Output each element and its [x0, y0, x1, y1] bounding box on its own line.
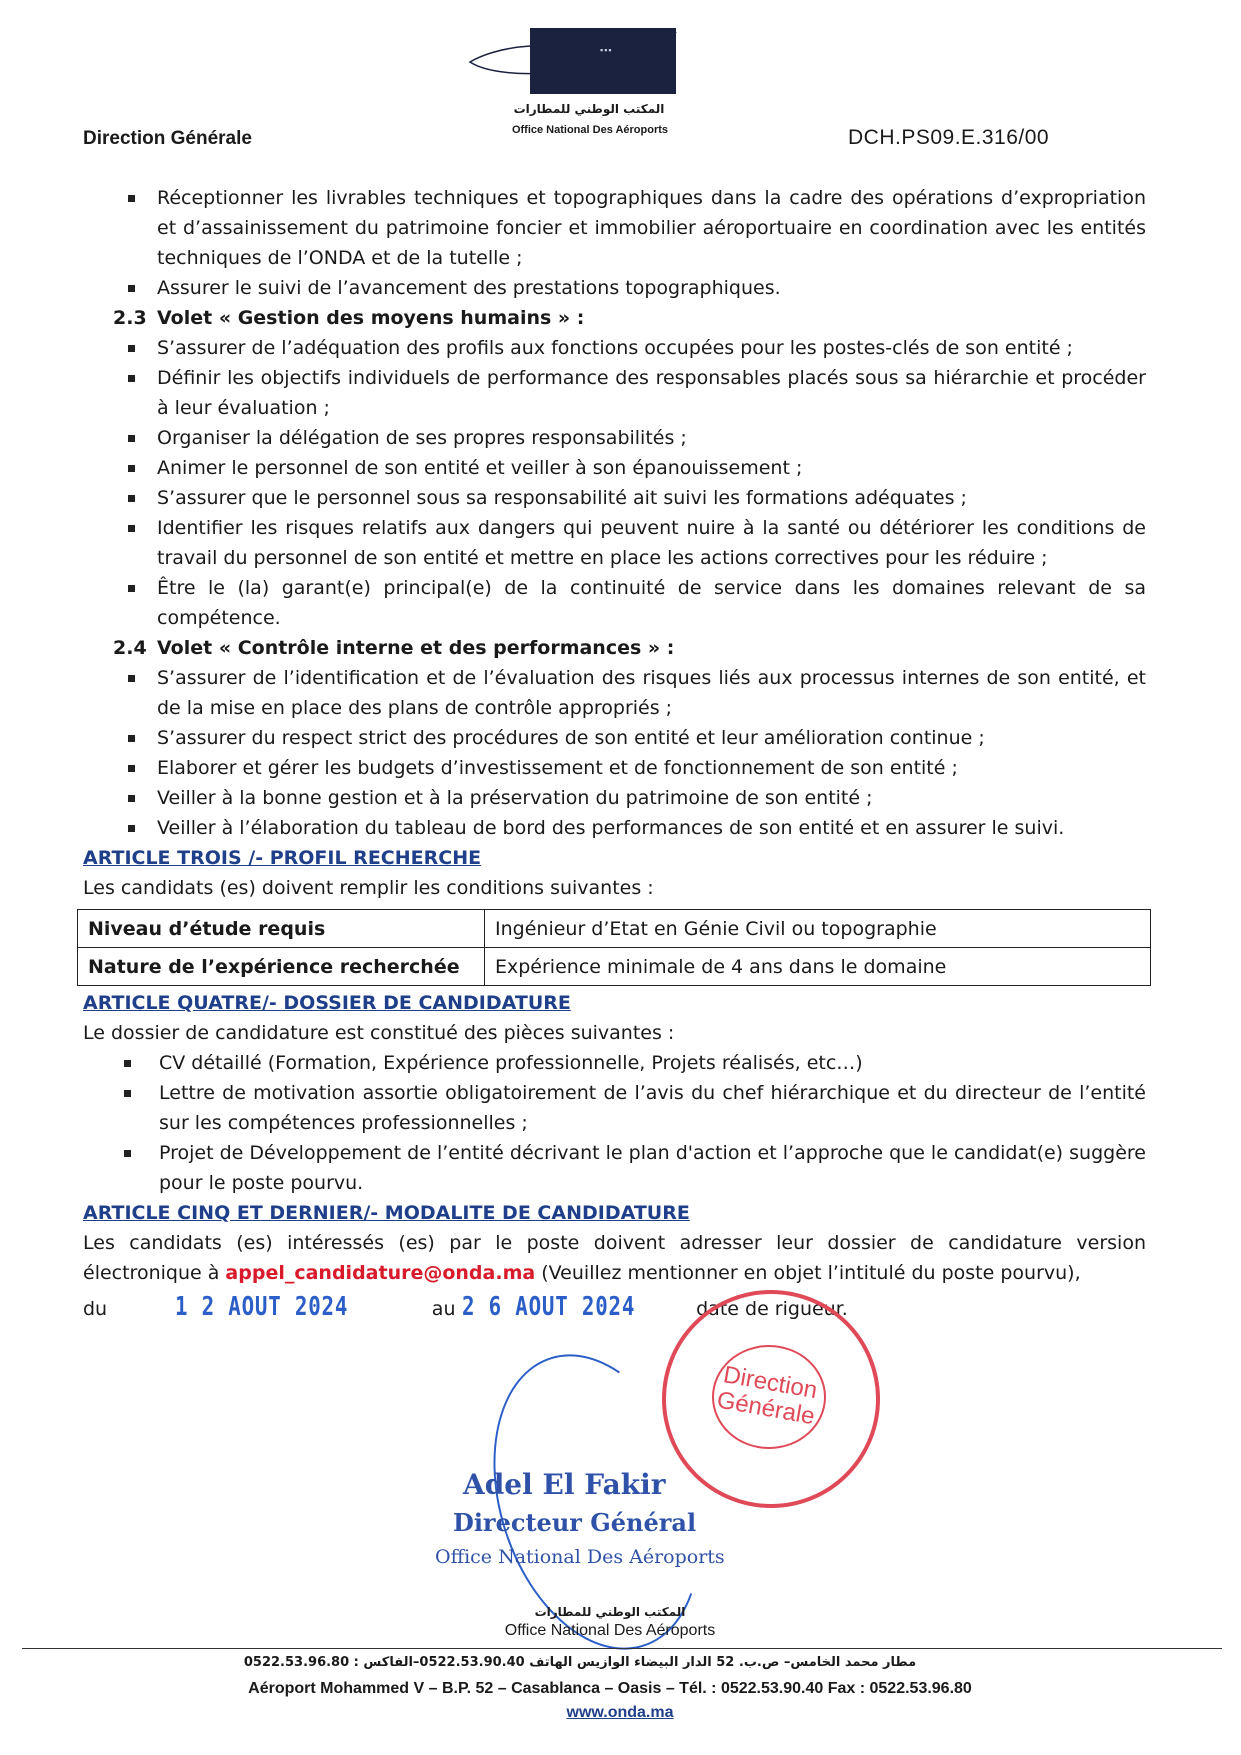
bullet-square-icon — [128, 585, 135, 592]
date-stamp-start: 1 2 AOUT 2024 — [175, 1292, 349, 1322]
article-four-title: ARTICLE QUATRE/- DOSSIER DE CANDIDATURE — [83, 992, 571, 1014]
logo-windows: ▪▪▪ — [600, 45, 613, 55]
list-item: Animer le personnel de son entité et veiller à son épanouissement ; — [83, 453, 1146, 483]
requirements-table — [77, 909, 1151, 986]
list-item: Assurer le suivi de l’avancement des prestations topographiques. — [83, 273, 1146, 303]
article-three-intro: Les candidats (es) doivent remplir les conditions suivantes : — [83, 877, 654, 899]
list-item: Organiser la délégation de ses propres responsabilités ; — [83, 423, 1146, 453]
list-item: Réceptionner les livrables techniques et topographiques dans la cadre des opérations d’expropriation et d’assainissement du patrimoine foncier et immobilier aéroportuaire en coordination avec les entités techniques de l’ONDA et de la tutelle ; — [83, 183, 1146, 273]
list-item: CV détaillé (Formation, Expérience professionnelle, Projets réalisés, etc…) — [83, 1048, 1146, 1078]
header-direction: Direction Générale — [83, 128, 252, 149]
table-row — [78, 910, 1151, 948]
email-link[interactable]: appel_candidature@onda.ma — [225, 1262, 536, 1284]
list-item: S’assurer que le personnel sous sa responsabilité ait suivi les formations adéquates ; — [83, 483, 1146, 513]
list-item: Veiller à la bonne gestion et à la préservation du patrimoine de son entité ; — [83, 783, 1146, 813]
article-three-title: ARTICLE TROIS /- PROFIL RECHERCHE — [83, 847, 482, 869]
website-link[interactable]: www.onda.ma — [566, 1704, 674, 1721]
logo-french-name: Office National Des Aéroports — [511, 124, 669, 136]
footer-french-org: Office National Des Aéroports — [504, 1622, 716, 1639]
list-item: Projet de Développement de l’entité décrivant le plan d'action et l’approche que le candidat(e) suggère pour le poste pourvu. — [83, 1138, 1146, 1198]
list-item: S’assurer de l’identification et de l’évaluation des risques liés aux processus internes de son entité, et de la mise en place des plans de contrôle appropriés ; — [83, 663, 1146, 723]
footer-divider — [22, 1648, 1222, 1649]
table-cell-value: Ingénieur d’Etat en Génie Civil ou topographie — [485, 910, 1151, 948]
bullet-square-icon — [128, 675, 135, 682]
bullet-square-icon — [128, 825, 135, 832]
table-cell-label: Niveau d’étude requis — [78, 910, 485, 948]
table-cell-label: Nature de l’expérience recherchée — [78, 948, 485, 986]
bullet-square-icon — [128, 465, 135, 472]
bullet-square-icon — [124, 1090, 131, 1097]
footer-arabic-address: مطار محمد الخامس– ص.ب. 52 الدار البيضاء الوازيس الهاتف 0522.53.90.40–الفاكس : 0522.53.96.80 — [243, 1655, 917, 1670]
signatory-title: Directeur Général — [453, 1508, 697, 1537]
signatory-name: Adel El Fakir — [463, 1468, 666, 1501]
list-item: S’assurer de l’adéquation des profils aux fonctions occupées pour les postes-clés de son entité ; — [83, 333, 1146, 363]
bullet-square-icon — [128, 435, 135, 442]
bullet-square-icon — [128, 795, 135, 802]
section-heading-2-3: 2.3 Volet « Gestion des moyens humains » : — [113, 307, 585, 329]
footer-arabic-org: المكتب الوطني للمطارات — [534, 1605, 686, 1619]
list-item: Lettre de motivation assortie obligatoirement de l’avis du chef hiérarchique et du directeur de l’entité sur les compétences professionnelles ; — [83, 1078, 1146, 1138]
table-row — [78, 948, 1151, 986]
article-five-title: ARTICLE CINQ ET DERNIER/- MODALITE DE CANDIDATURE — [83, 1202, 690, 1224]
list-item: Identifier les risques relatifs aux dangers qui peuvent nuire à la santé ou détériorer les conditions de travail du personnel de son entité et mettre en place les actions correctives pour les réduire ; — [83, 513, 1146, 573]
document-body — [83, 183, 1146, 1324]
list-item: Veiller à l’élaboration du tableau de bord des performances de son entité et en assurer le suivi. — [83, 813, 1146, 843]
bullet-square-icon — [128, 345, 135, 352]
bullet-square-icon — [128, 375, 135, 382]
bullet-square-icon — [128, 285, 135, 292]
document-reference: DCH.PS09.E.316/00 — [848, 126, 1050, 149]
footer-address: Aéroport Mohammed V – B.P. 52 – Casablanca – Oasis – Tél. : 0522.53.90.40 Fax : 0522.53.96.80 — [248, 1680, 972, 1697]
signatory-organization: Office National Des Aéroports — [435, 1546, 725, 1568]
logo-arabic-name: المكتب الوطني للمطارات — [513, 102, 665, 116]
list-item: Définir les objectifs individuels de performance des responsables placés sous sa hiérarchie et procéder à leur évaluation ; — [83, 363, 1146, 423]
list-item: Elaborer et gérer les budgets d’investissement et de fonctionnement de son entité ; — [83, 753, 1146, 783]
table-cell-value: Expérience minimale de 4 ans dans le domaine — [485, 948, 1151, 986]
bullet-square-icon — [128, 735, 135, 742]
stamp-text: Direction Générale — [714, 1361, 820, 1431]
date-line: du 1 2 AOUT 2024 au 2 6 AOUT 2024 date de rigueur. — [83, 1292, 848, 1322]
date-stamp-end: 2 6 AOUT 2024 — [461, 1292, 635, 1322]
list-item: Être le (la) garant(e) principal(e) de la continuité de service dans les domaines relevant de sa compétence. — [83, 573, 1146, 633]
bullet-square-icon — [128, 495, 135, 502]
article-five-paragraph: Les candidats (es) intéressés (es) par le poste doivent adresser leur dossier de candidature version électronique à appel_candidature@onda.ma (Veuillez mentionner en objet l’intitulé du poste pourvu), — [83, 1232, 1146, 1284]
bullet-square-icon — [128, 765, 135, 772]
article-four-intro: Le dossier de candidature est constitué des pièces suivantes : — [83, 1022, 675, 1044]
section-heading-2-4: 2.4 Volet « Contrôle interne et des performances » : — [113, 637, 675, 659]
bullet-square-icon — [124, 1060, 131, 1067]
logo-plane-icon — [530, 28, 676, 94]
bullet-square-icon — [128, 195, 135, 202]
list-item: S’assurer du respect strict des procédures de son entité et leur amélioration continue ; — [83, 723, 1146, 753]
bullet-square-icon — [124, 1150, 131, 1157]
bullet-square-icon — [128, 525, 135, 532]
